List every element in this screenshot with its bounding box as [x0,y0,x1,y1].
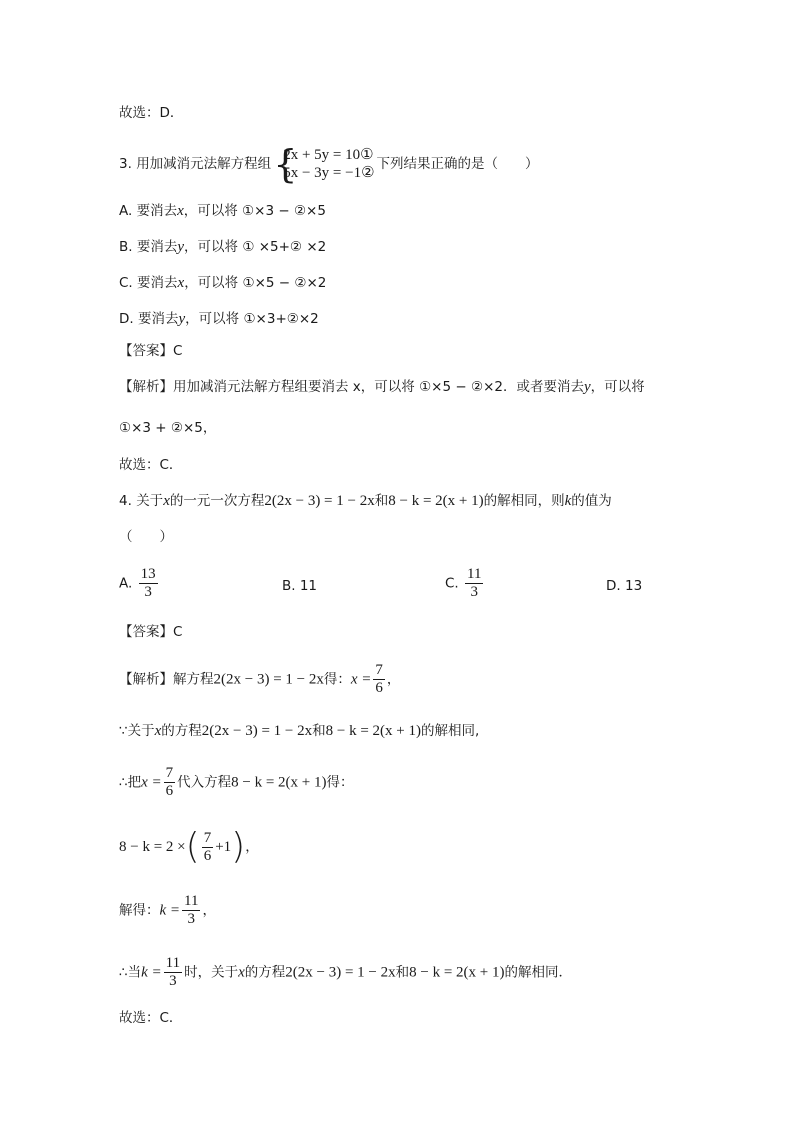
q4-option-c: C. $\frac{11}{3}$ [445,566,482,600]
q4-step-6: ∴当k = $\frac{11}{3}$ 时，关于x的方程2(2x − 3) = 1 − 2x和8 − k = 2(x + 1)的解相同． [119,955,572,989]
q4-option-d: D. 13 [606,578,643,594]
equation-system: { 2x + 5y = 10① 5x − 3y = −1② [273,142,375,186]
q3-answer: 【答案】C [119,343,183,359]
q3-option-b: B. 要消去y，可以将 ① ×5+② ×2 [119,239,327,255]
q4-option-a: A. $\frac{13}{3}$ [119,566,156,600]
prev-answer-line: 故选：D． [119,105,184,121]
q3-option-c: C. 要消去x，可以将 ①×5 − ②×2 [119,275,327,291]
fraction: $\frac{7}{6}$ [165,765,174,799]
fraction: $\frac{7}{6}$ [375,662,383,696]
q4-option-b: B. 11 [282,578,318,594]
q4-answer: 【答案】C [119,624,183,640]
q3-tail: 下列结果正确的是（ ） [376,156,539,172]
q4-step-2: ∵关于x的方程2(2x − 3) = 1 − 2x和8 − k = 2(x + 1)的解相同, [119,723,480,739]
q4-stem-blank: （ ） [119,529,173,545]
q3-option-d: D. 要消去y，可以将 ①×3+②×2 [119,311,319,327]
fraction: $\frac{11}{3}$ [165,955,181,989]
equation-2: 5x − 3y = −1② [283,165,375,181]
q4-stem: 4. 关于x的一元一次方程2(2x − 3) = 1 − 2x和8 − k = 2(x + 1)的解相同，则k的值为 [119,493,612,509]
q3-intro: 用加减消元法解方程组 [136,156,272,172]
q3-explanation: 【解析】用加减消元法解方程组要消去 x，可以将 ①×5 − ②×2．或者要消去y，可以将 [119,379,645,395]
q3-stem [119,142,539,186]
q3-option-a: A. 要消去x，可以将 ①×3 − ②×5 [119,203,326,219]
q4-step-4: 8 − k = 2 ×( $\frac{7}{6}$ +1)， [119,826,259,867]
q3-explanation-cont: ①×3 + ②×5， [119,420,217,436]
fraction: $\frac{13}{3}$ [140,566,156,600]
q3-final: 故选：C． [119,457,183,473]
q3-number: 3. [119,156,132,172]
q4-step-3: ∴把x = $\frac{7}{6}$ 代入方程8 − k = 2(x + 1)得： [119,765,354,799]
q4-step-5: 解得：k = $\frac{11}{3}$ ， [119,893,216,927]
fraction: $\frac{11}{3}$ [467,566,482,600]
fraction: $\frac{7}{6}$ [203,829,212,864]
equation-1: 2x + 5y = 10① [283,147,374,163]
q4-step-1: 【解析】解方程2(2x − 3) = 1 − 2x得：x = $\frac{7}{6}$ ， [119,662,401,696]
q4-final: 故选：C． [119,1010,183,1026]
fraction: $\frac{11}{3}$ [184,893,199,927]
